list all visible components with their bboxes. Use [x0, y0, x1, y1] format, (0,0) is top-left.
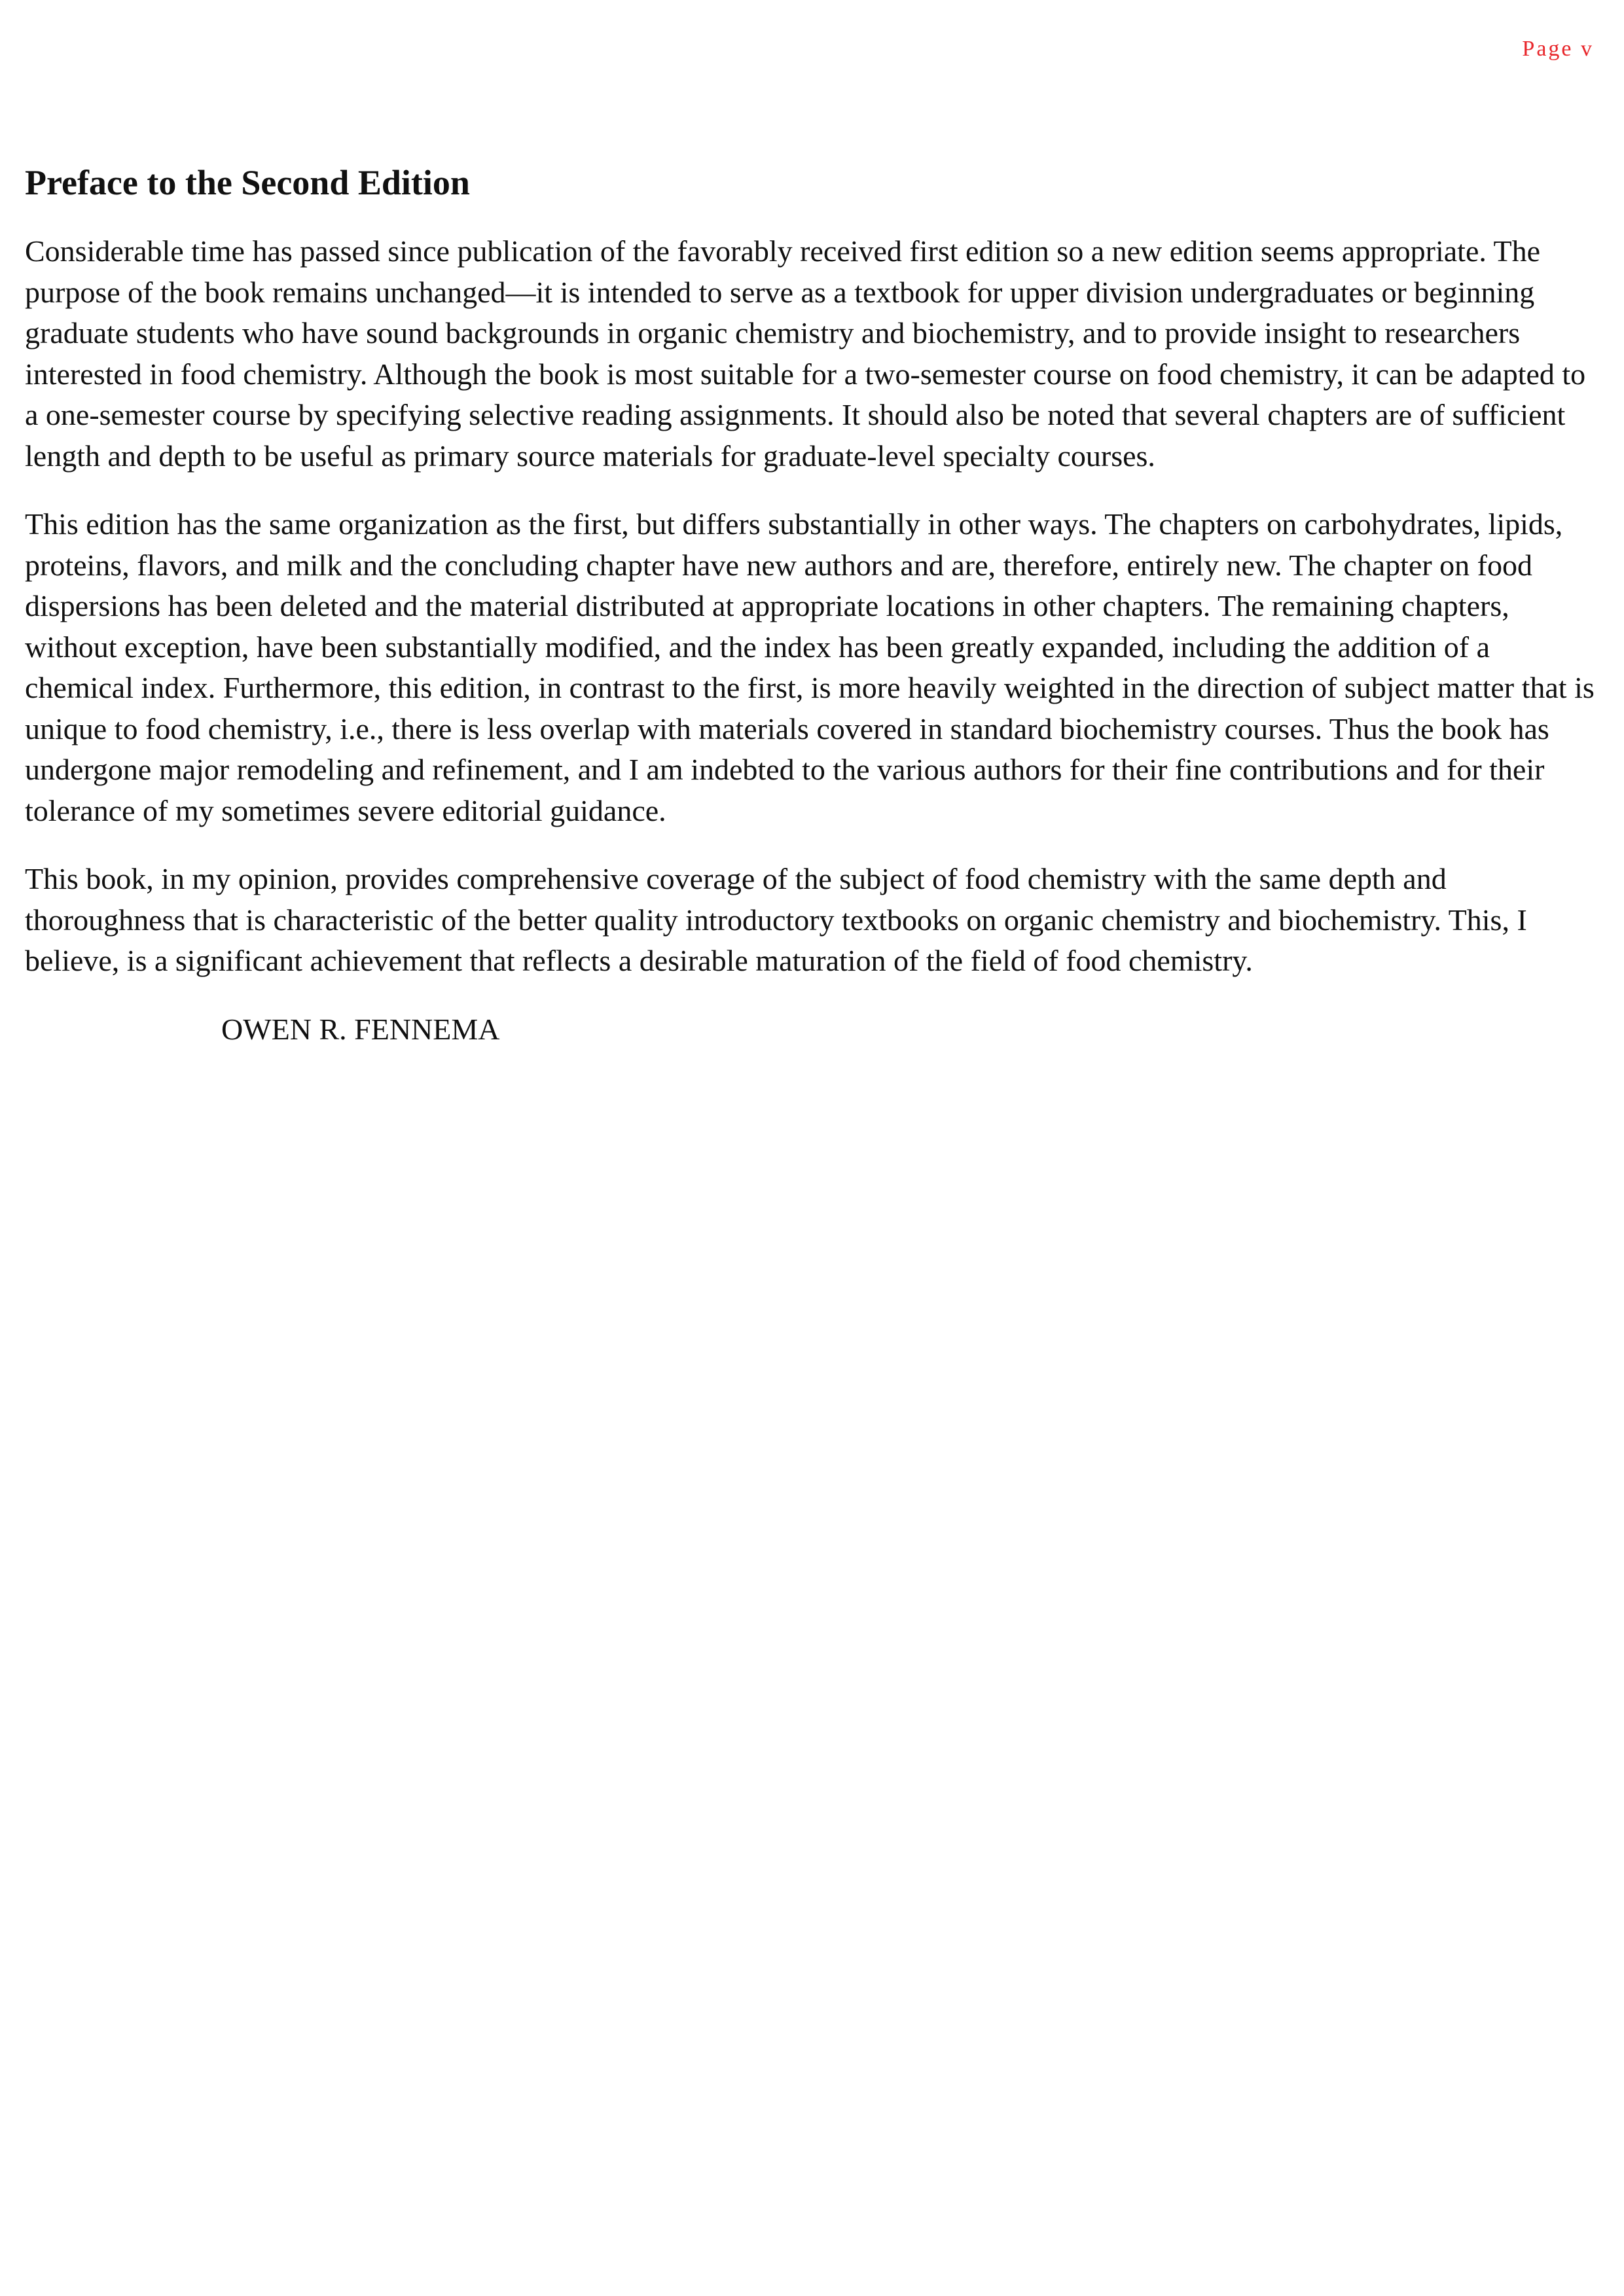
paragraph: Considerable time has passed since publication of the favorably received first edition so a new edition seems appropriate. The purpose of the book remains unchanged—it is intended to serve as a textbook for upper division undergraduates or beginning graduate students who have sound backgrounds in organic chemistry and biochemistry, and to provide insight to researchers interested in food chemistry. Although the book is most suitable for a two-semester course on food chemistry, it can be adapted to a one-semester course by specifying selective reading assignments. It should also be noted that several chapters are of sufficient length and depth to be useful as primary source materials for graduate-level specialty courses.	[25, 234, 1586, 473]
preface-content	[25, 164, 1602, 1050]
author-signature: OWEN R. FENNEMA	[221, 1012, 500, 1046]
paragraph: This book, in my opinion, provides comprehensive coverage of the subject of food chemistry with the same depth and thoroughness that is characteristic of the better quality introductory textbooks on organic chemistry and biochemistry. This, I believe, is a significant achievement that reflects a desirable maturation of the field of food chemistry.	[25, 862, 1527, 978]
page-title: Preface to the Second Edition	[25, 163, 470, 202]
page-number: Page v	[1522, 37, 1594, 61]
paragraph: This edition has the same organization as the first, but differs substantially in other ways. The chapters on carbohydrates, lipids, proteins, flavors, and milk and the concluding chapter have new authors and are, therefore, entirely new. The chapter on food dispersions has been deleted and the material distributed at appropriate locations in other chapters. The remaining chapters, without exception, have been substantially modified, and the index has been greatly expanded, including the addition of a chemical index. Furthermore, this edition, in contrast to the first, is more heavily weighted in the direction of subject matter that is unique to food chemistry, i.e., there is less overlap with materials covered in standard biochemistry courses. Thus the book has undergone major remodeling and refinement, and I am indebted to the various authors for their fine contributions and for their tolerance of my sometimes severe editorial guidance.	[25, 507, 1595, 827]
